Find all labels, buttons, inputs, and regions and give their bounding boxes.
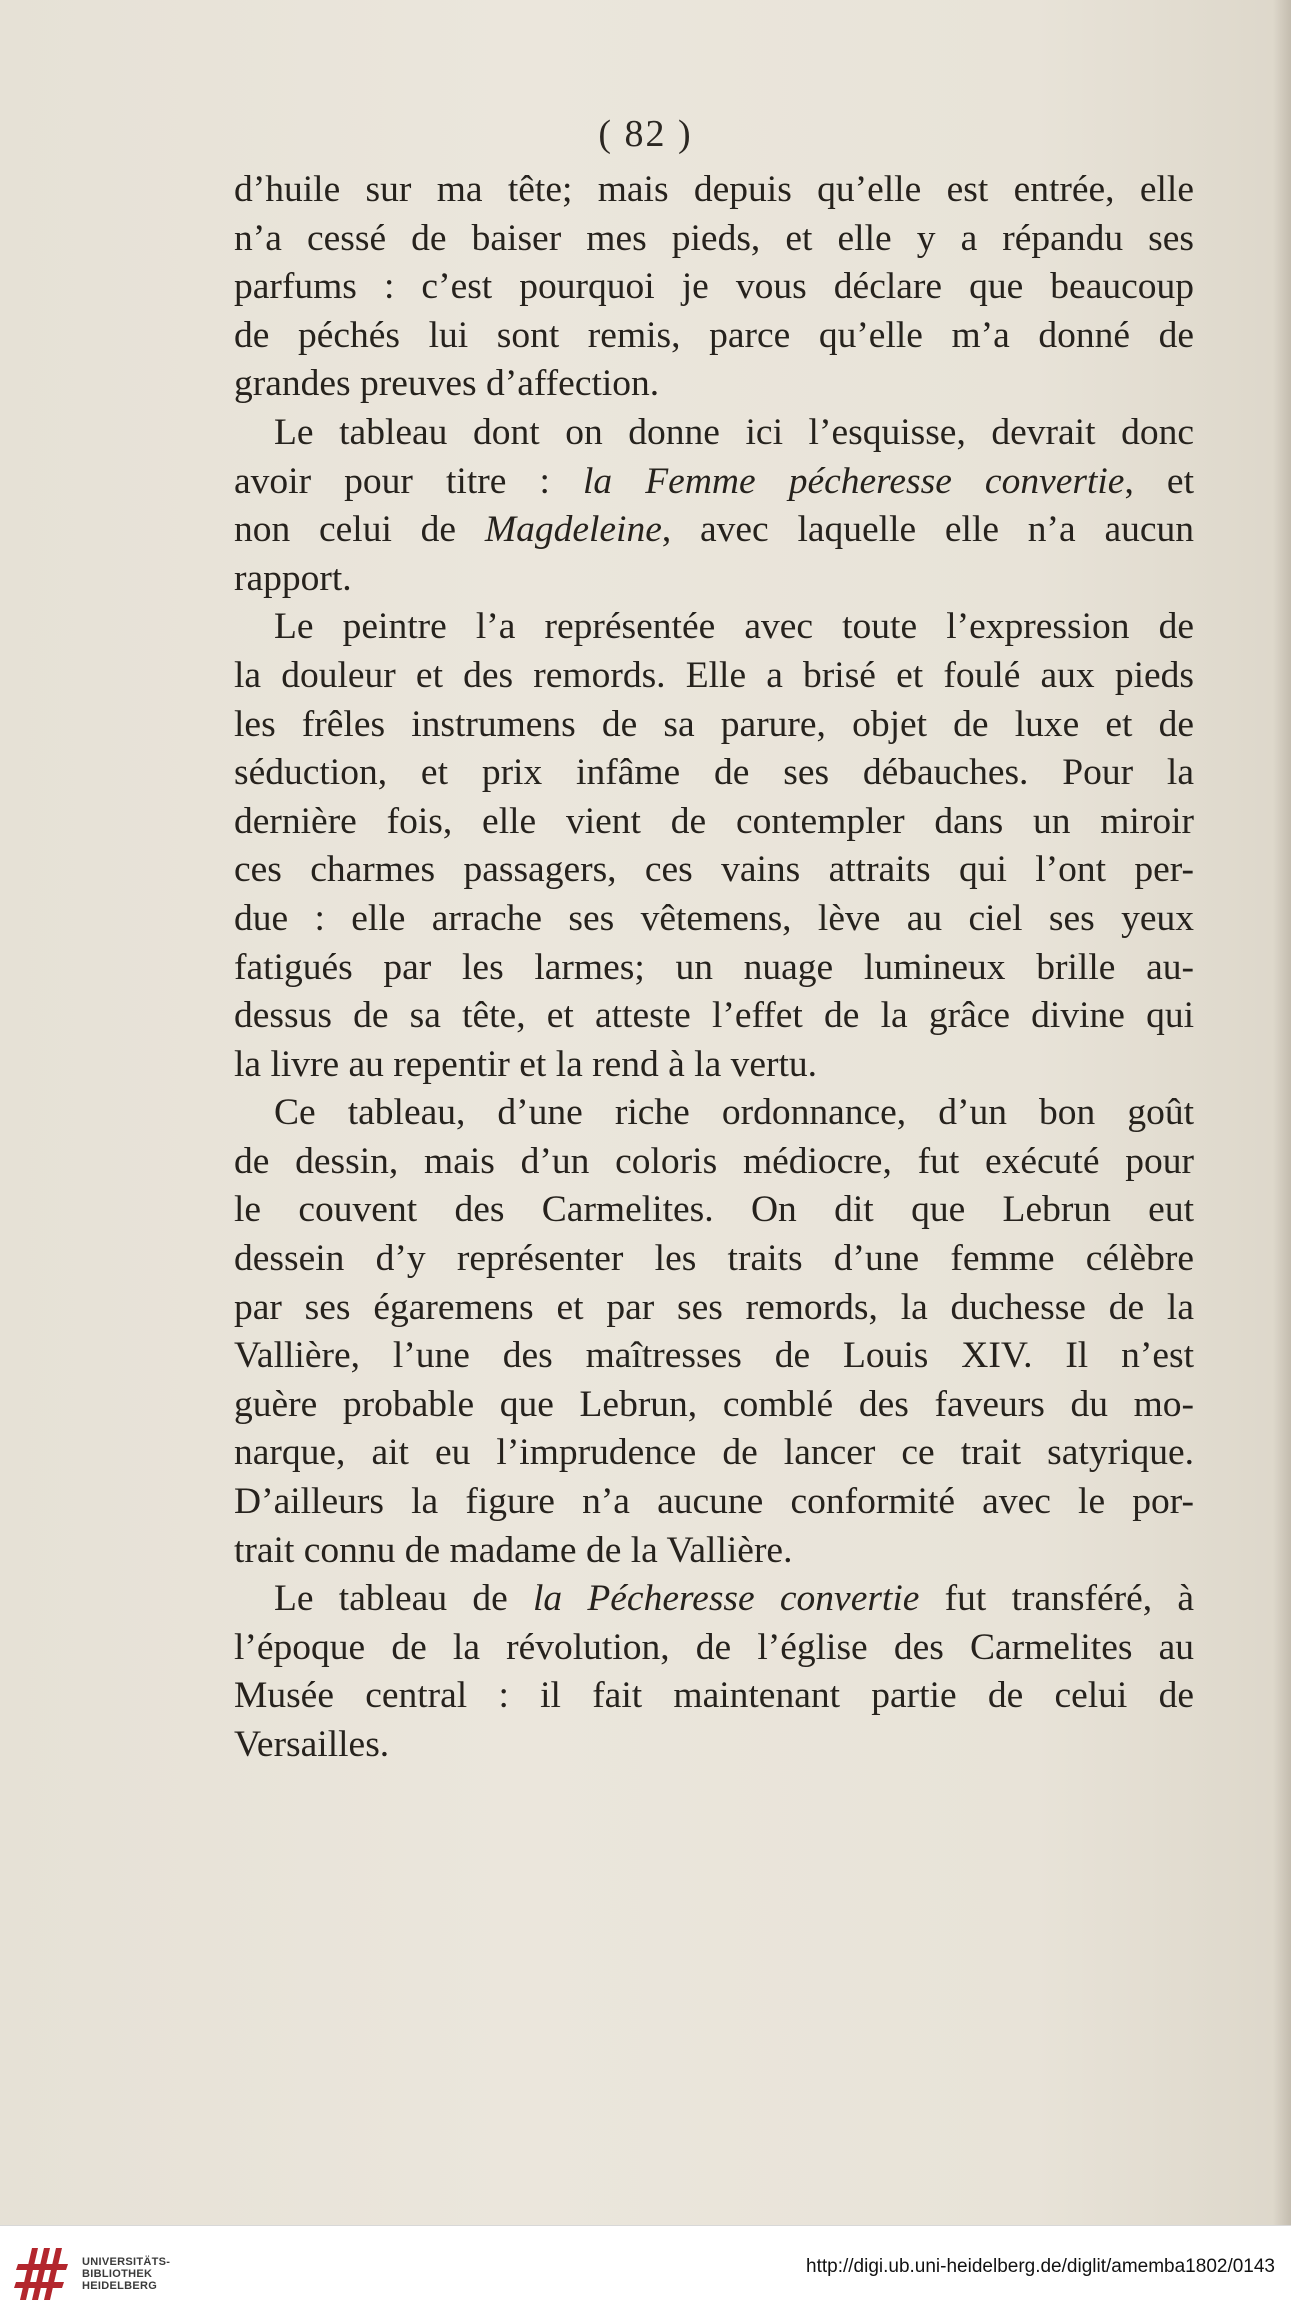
library-name-line: BIBLIOTHEK [82,2268,153,2280]
italic-title: la Pécheresse convertie [532,1578,920,1620]
source-url-link[interactable]: http://digi.ub.uni-heidelberg.de/diglit/amemba1802/0143 [806,2256,1275,2277]
text-line: ces charmes passagers, ces vains attraits qui l’ont per- [234,849,1194,891]
text-line: n’a cessé de baiser mes pieds, et elle y a répandu ses [234,217,1194,259]
text-line: le couvent des Carmelites. On dit que Lebrun eut [234,1189,1194,1231]
text-line: les frêles instrumens de sa parure, objet de luxe et de [234,703,1194,745]
library-name [82,2256,170,2292]
text-segment: , et [1124,460,1194,502]
text-line: l’époque de la révolution, de l’église des Carmelites au [234,1626,1194,1668]
italic-title: la Femme pécheresse convertie [583,460,1125,502]
text-line: d’huile sur ma tête; mais depuis qu’elle est entrée, elle [234,169,1194,210]
text-line [234,458,1194,507]
text-line: par ses égaremens et par ses remords, la duchesse de la [234,1286,1194,1328]
text-line: rapport. [234,557,352,599]
text-line: narque, ait eu l’imprudence de lancer ce trait satyrique. [234,1432,1194,1474]
text-segment: , avec laquelle elle n’a aucun [661,509,1195,551]
body-text [234,166,1194,1770]
text-line: Versailles. [234,1724,390,1765]
text-line: de dessin, mais d’un coloris médiocre, fut exécuté pour [234,1140,1194,1182]
text-line: trait connu de madame de la Vallière. [234,1529,793,1571]
text-line: D’ailleurs la figure n’a aucune conformité avec le por- [234,1481,1194,1523]
text-line: due : elle arrache ses vêtemens, lève au ciel ses yeux [234,897,1194,939]
text-line [234,506,1194,555]
text-line: la livre au repentir et la rend à la vertu. [234,1043,818,1085]
text-segment: avoir pour titre : [234,460,583,502]
text-line: Le tableau dont on donne ici l’esquisse, devrait donc [274,411,1194,453]
text-line: dernière fois, elle vient de contempler dans un miroir [234,800,1194,842]
heidelberg-library-logo-icon [14,2242,72,2306]
text-segment: non celui de [234,509,485,551]
text-line: parfums : c’est pourquoi je vous déclare que beaucoup [234,266,1194,308]
text-line: Musée central : il fait maintenant partie de celui de [234,1675,1194,1717]
text-line [234,1575,1194,1624]
text-line: Le peintre l’a représentée avec toute l’expression de [274,606,1194,648]
text-line: fatigués par les larmes; un nuage lumineux brille au- [234,946,1194,988]
page-number: ( 82 ) [598,113,693,155]
text-line: de péchés lui sont remis, parce qu’elle m’a donné de [234,314,1194,356]
text-line: dessein d’y représenter les traits d’une femme célèbre [234,1238,1194,1280]
viewer-footer [0,2225,1291,2321]
text-line: la douleur et des remords. Elle a brisé et foulé aux pieds [234,654,1194,696]
text-line: guère probable que Lebrun, comblé des faveurs du mo- [234,1383,1194,1425]
library-name-line: UNIVERSITÄTS- [82,2256,171,2268]
text-line: séduction, et prix infâme de ses débauches. Pour la [234,752,1194,794]
text-line: dessus de sa tête, et atteste l’effet de la grâce divine qui [234,995,1194,1037]
text-segment: Le tableau de [274,1578,533,1620]
italic-title: Magdeleine [484,509,662,551]
text-segment: fut transféré, à [919,1578,1195,1620]
text-line: Ce tableau, d’une riche ordonnance, d’un bon goût [274,1092,1194,1134]
text-line: grandes preuves d’affection. [234,363,660,405]
library-name-line: HEIDELBERG [82,2280,158,2292]
text-line: Vallière, l’une des maîtresses de Louis XIV. Il n’est [234,1335,1194,1377]
